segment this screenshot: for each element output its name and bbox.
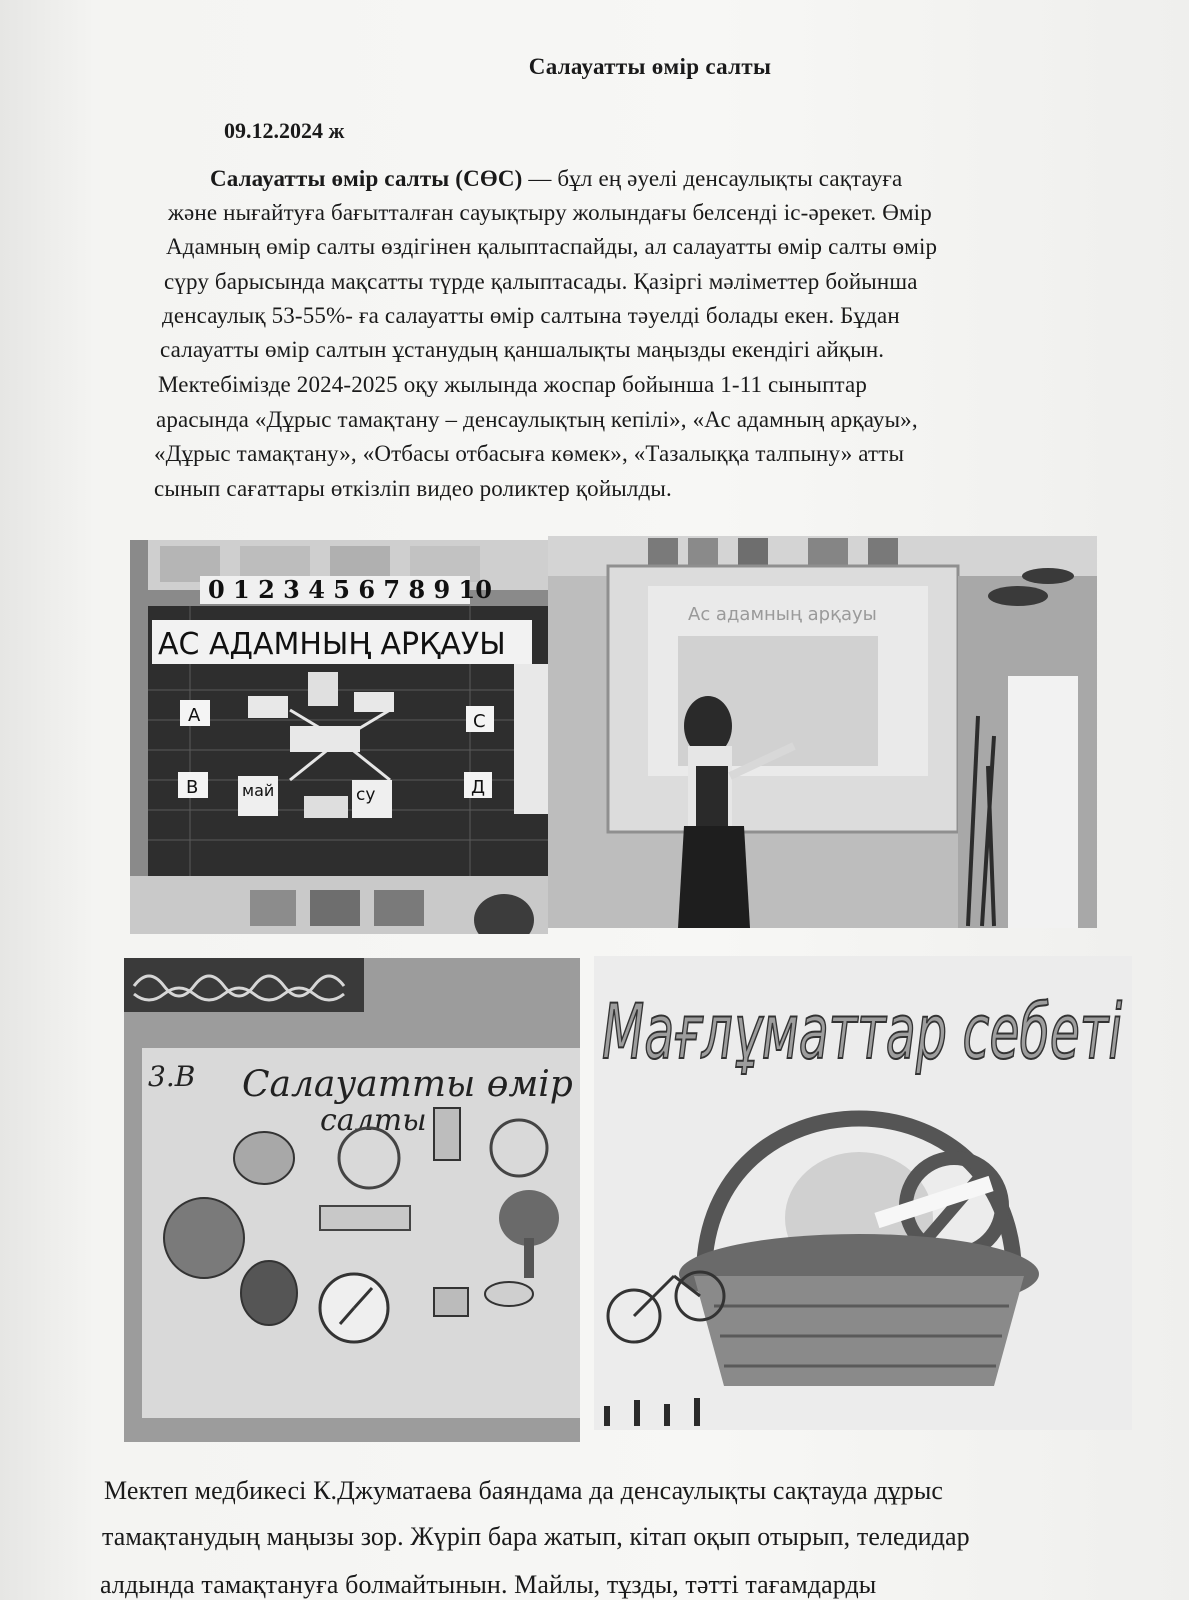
board-letter-s: С bbox=[473, 711, 486, 732]
paragraph-line-8: «Дұрыс тамақтану», «Отбасы отбасыға көмек», «Тазалыққа талпыну» атты bbox=[154, 441, 905, 466]
paragraph-line-7: арасында «Дұрыс тамақтану – денсаулықтың кепілі», «Ас адамның арқауы», bbox=[156, 407, 918, 432]
bottom-line-1: тамақтанудың маңызы зор. Жүріп бара жатып, кітап оқып отырып, теледидар bbox=[102, 1522, 970, 1551]
board-card-su: су bbox=[356, 785, 376, 805]
photo-classroom-board bbox=[130, 540, 548, 934]
paragraph-line-5: салауатты өмір салтын ұстанудың қаншалықты маңызды екендігі айқын. bbox=[160, 337, 885, 362]
board-letter-v: В bbox=[186, 777, 199, 798]
photo-healthy-lifestyle-poster bbox=[124, 958, 580, 1442]
paragraph-line-0 bbox=[210, 166, 902, 192]
poster-heading-1: Салауатты өмір bbox=[242, 1064, 573, 1105]
poster-class-label: 3.В bbox=[148, 1060, 196, 1093]
photo-information-basket bbox=[594, 956, 1132, 1430]
document-date: 09.12.2024 ж bbox=[224, 118, 345, 143]
paragraph-line-9: сынып сағаттары өткізліп видео роликтер қойылды. bbox=[154, 476, 672, 501]
paragraph-line-3: сүру барысында мақсатты түрде қалыптасады. Қазіргі мәліметтер бойынша bbox=[164, 269, 918, 294]
board-letter-a: А bbox=[188, 705, 201, 726]
paragraph-line-1: және нығайтуға бағытталған сауықтыру жолындағы белсенді іс-әрекет. Өмір bbox=[168, 200, 932, 225]
slide-title: Ас адамның арқауы bbox=[688, 604, 877, 625]
paragraph-line-4: денсаулық 53-55%- ға салауатты өмір салтына тәуелді болады екен. Бұдан bbox=[162, 303, 900, 328]
board-card-may: май bbox=[242, 781, 275, 800]
document-title: Салауатты өмір салты bbox=[528, 54, 772, 79]
poster-heading-2: салты bbox=[320, 1103, 427, 1138]
board-letter-d: Д bbox=[471, 777, 486, 798]
bottom-line-0: Мектеп медбикесі К.Джуматаева баяндама да денсаулықты сақтауда дұрыс bbox=[104, 1476, 944, 1505]
basket-heading: Мағлұматтар себеті bbox=[602, 987, 1122, 1076]
board-number-strip: 0 1 2 3 4 5 6 7 8 9 10 bbox=[208, 575, 492, 604]
intro-rest: — бұл ең әуелі денсаулықты сақтауға bbox=[522, 166, 903, 191]
photo-teacher-presentation bbox=[548, 536, 1097, 928]
paragraph-line-6: Мектебімізде 2024-2025 оқу жылында жоспар бойынша 1-11 сыныптар bbox=[158, 372, 868, 397]
intro-term: Салауатты өмір салты (СӨС) bbox=[210, 166, 523, 191]
paragraph-line-2: Адамның өмір салты өздігінен қалыптаспайды, ал салауатты өмір салты өмір bbox=[166, 234, 938, 259]
board-banner: АС АДАМНЫҢ АРҚАУЫ bbox=[158, 627, 506, 662]
bottom-line-2: алдында тамақтануға болмайтынын. Майлы, тұзды, тәтті тағамдарды bbox=[100, 1570, 877, 1599]
